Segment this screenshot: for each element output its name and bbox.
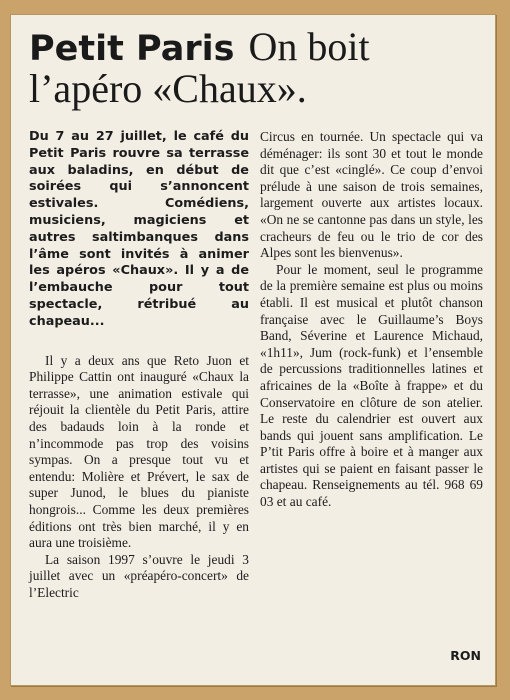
column-right xyxy=(260,129,483,511)
body-paragraph-2: La saison 1997 s’ouvre le jeudi 3 juillet avec un «préapéro-concert» de l’Electric xyxy=(29,551,249,600)
body-paragraph-3: Pour le moment, seul le programme de la première semaine est plus ou moins établi. Il est musical et plutôt chanson française avec le Guillaume’s Boys Band, Séverine et Laurence Michaud, «1h11», Jum (rock-funk) et l’ensemble de percussions traditionnelles latines et africaines de la «Boîte à frappe» et du Conservatoire en clôture de son atelier. Le reste du calendrier est ouvert aux bands qui jouent sans amplification. Le P’tit Paris offre à boire et à manger aux artistes qui se paient en faisant passer le chapeau. Renseignements au tél. 968 69 03 et au café. xyxy=(260,261,483,510)
headline-line-2: l’apéro «Chaux». xyxy=(29,66,307,111)
body-paragraph-1: Il y a deux ans que Reto Juon et Philippe Cattin ont inauguré «Chaux la terrasse», une animation estivale qui réjouit la clientèle du Petit Paris, attire des badauds loin à la ronde et n’incommode pas trop des voisins sympas. On a presque tout vu et entendu: Molière et Prévert, le sax de super Junod, le blues du pianiste hongrois... Comme les deux premières éditions ont très bien marché, il y en aura une troisième. xyxy=(29,352,249,551)
headline-kicker: Petit Paris xyxy=(29,29,235,69)
newspaper-clipping xyxy=(10,14,496,686)
headline-title-start: On boit xyxy=(248,24,370,69)
body-paragraph-2-continued: Circus en tournée. Un spectacle qui va déménager: ils sont 30 et tout le monde dit que c’est «cinglé». Ce coup d’envoi prélude à une saison de trois semaines, largement ouverte aux artistes locaux. «On ne se cantonne pas dans un style, les cracheurs de feu ou le trio de cor des Alpes sont les bienvenus». xyxy=(260,129,483,261)
column-left xyxy=(29,129,249,601)
headline-line-1 xyxy=(29,23,370,70)
lead-paragraph: Du 7 au 27 juillet, le café du Petit Paris rouvre sa terrasse aux baladins, en début de soirées qui s’annoncent estivales. Comédiens, musiciens, magiciens et autres saltimbanques dans l’âme sont invités à animer les apéros «Chaux». Il y a de l’embauche pour tout spectacle, rétribué au chapeau... xyxy=(29,129,249,329)
author-signature: RON xyxy=(450,648,481,663)
